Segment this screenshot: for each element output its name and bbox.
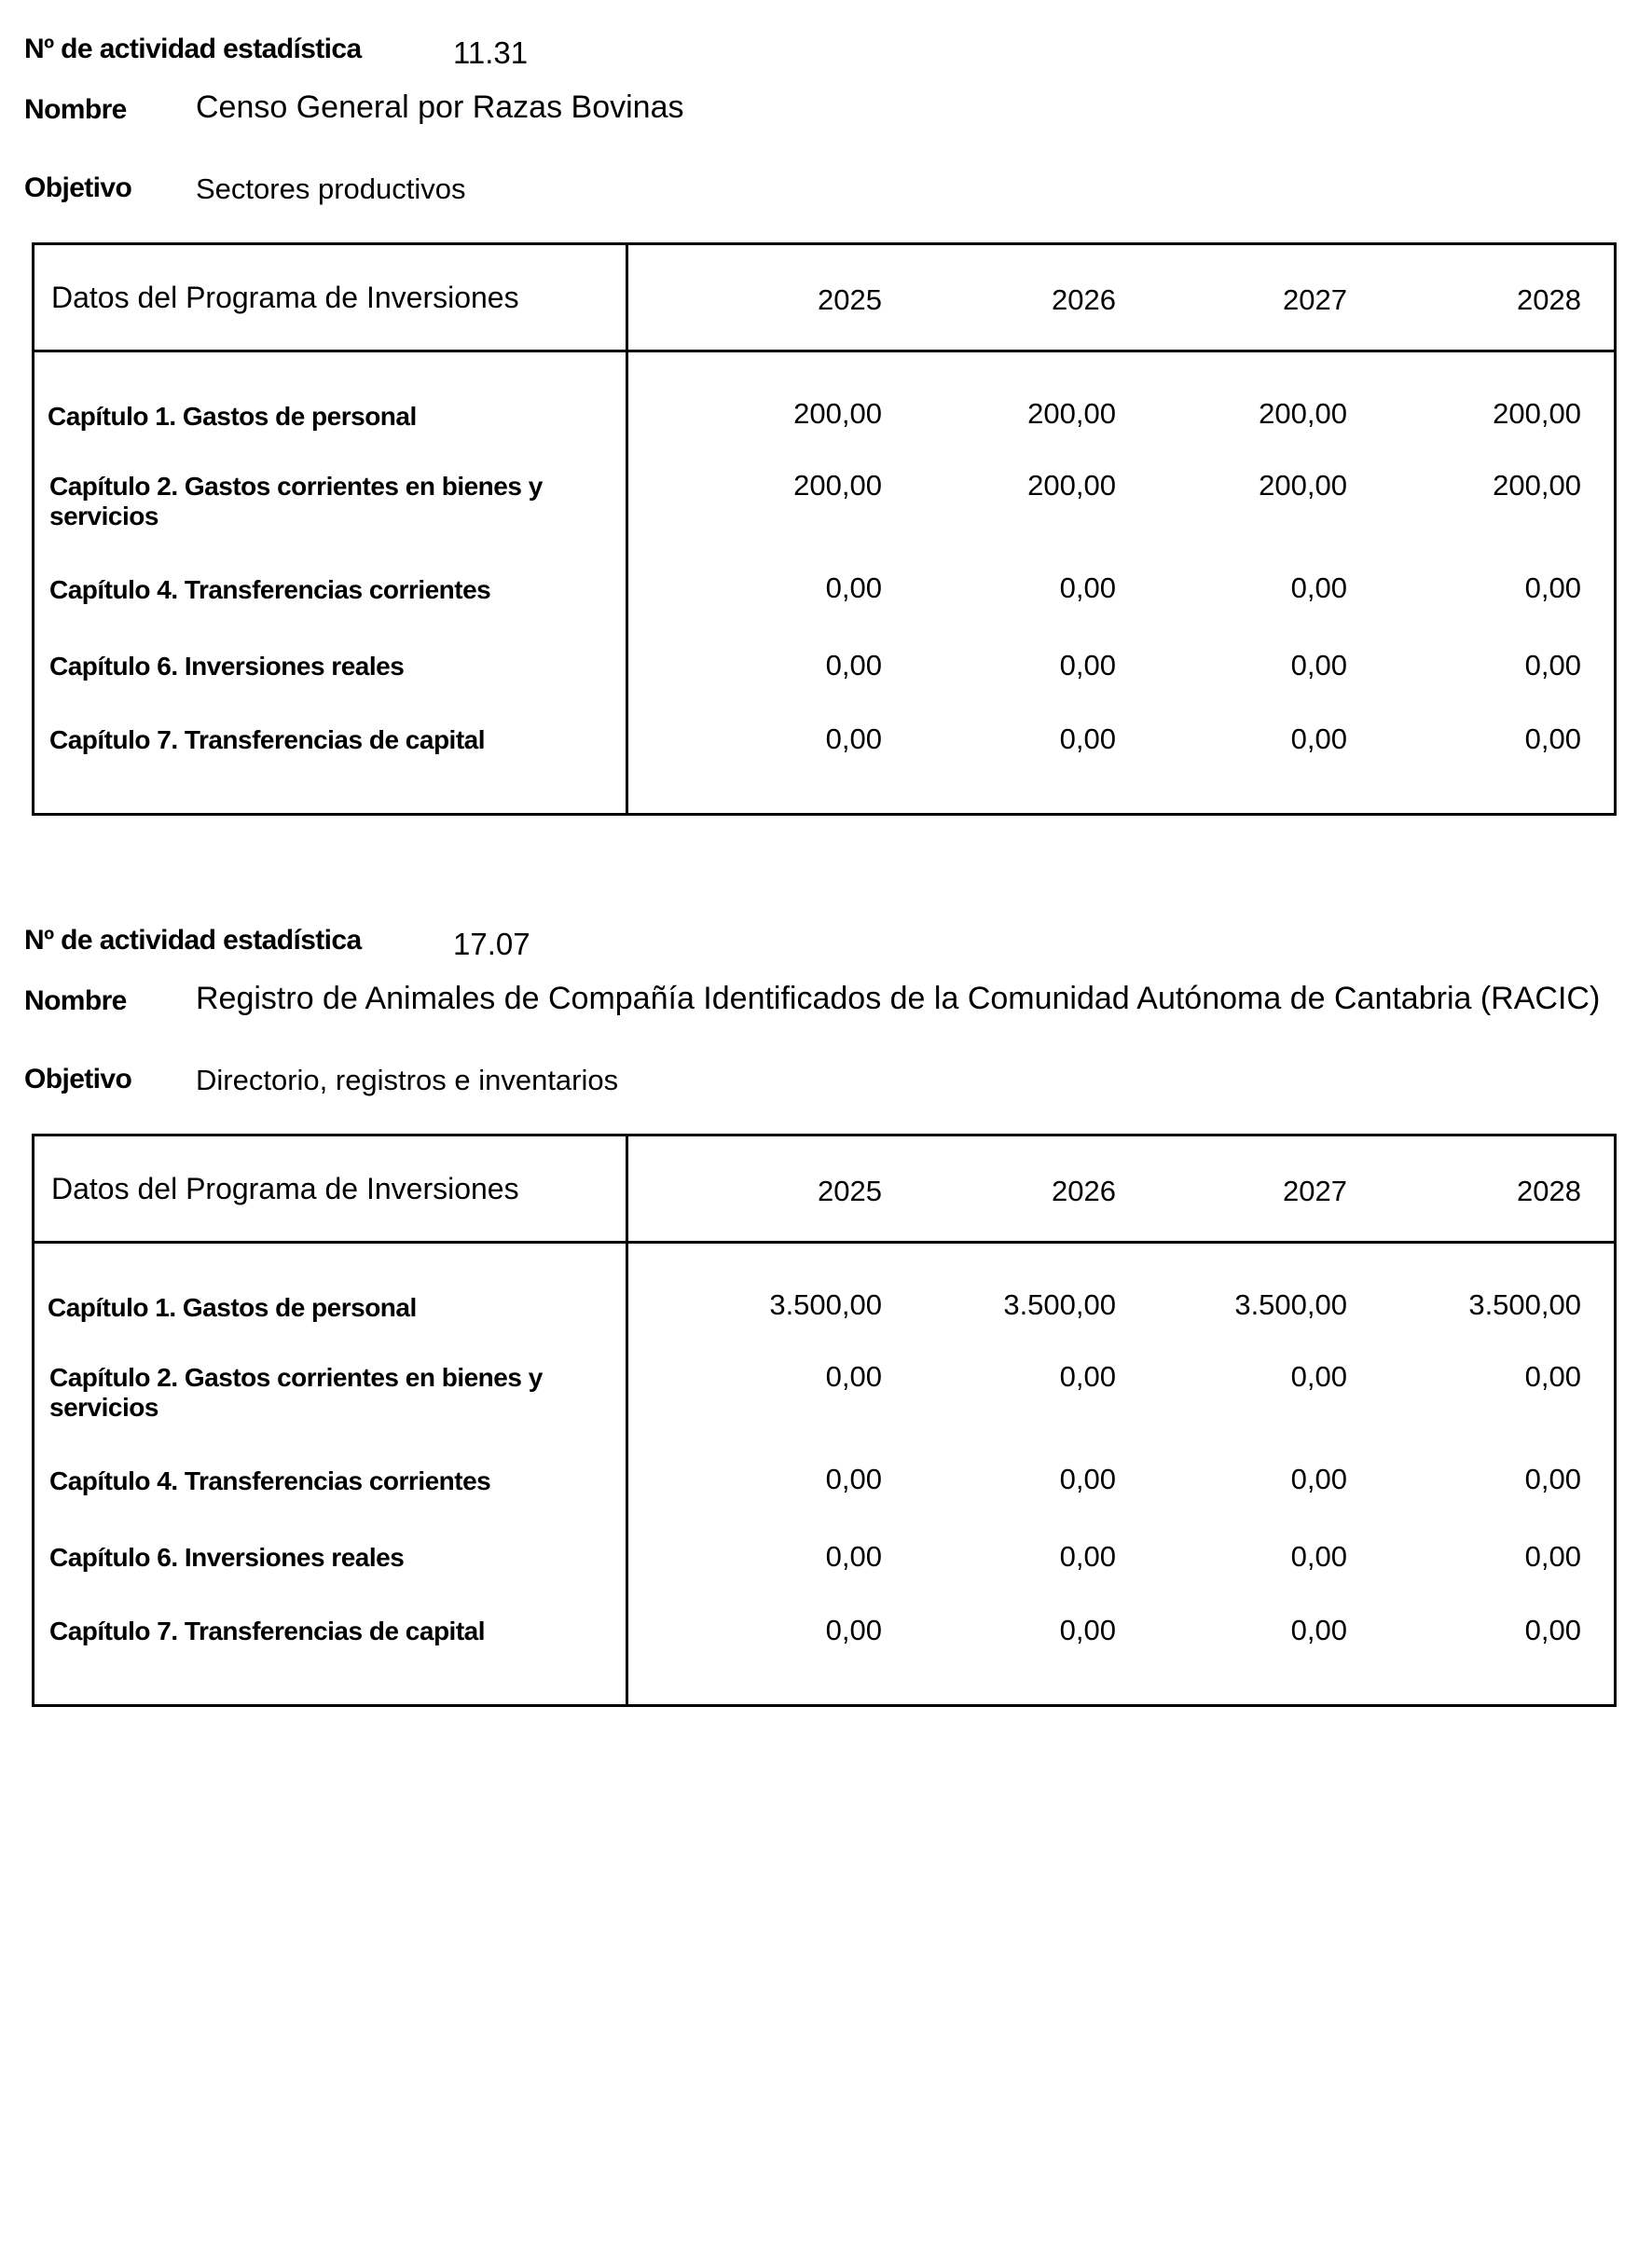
amount-cell: 3.500,00 bbox=[1003, 1288, 1116, 1321]
amount-cell: 200,00 bbox=[793, 469, 882, 502]
chapter-label: Capítulo 2. Gastos corrientes en bienes y servicios bbox=[49, 472, 543, 530]
year-header: 2025 bbox=[818, 1175, 882, 1207]
objective-label: Objetivo bbox=[24, 1064, 132, 1094]
table-divider bbox=[626, 1136, 628, 1704]
activity-name: Registro de Animales de Compañía Identificados de la Comunidad Autónoma de Cantabria (RACIC) bbox=[196, 981, 1601, 1016]
amount-cell: 200,00 bbox=[1027, 397, 1116, 430]
amount-cell: 0,00 bbox=[1524, 1614, 1581, 1646]
amount-cell: 0,00 bbox=[1290, 571, 1347, 604]
chapter-label: Capítulo 4. Transferencias corrientes bbox=[49, 1466, 491, 1495]
amount-cell: 0,00 bbox=[1524, 1540, 1581, 1573]
amount-cell: 0,00 bbox=[1059, 649, 1116, 681]
amount-cell: 200,00 bbox=[1259, 469, 1347, 502]
amount-cell: 200,00 bbox=[793, 397, 882, 430]
activity-section bbox=[0, 0, 1652, 839]
amount-cell: 3.500,00 bbox=[769, 1288, 882, 1321]
amount-cell: 0,00 bbox=[1524, 1360, 1581, 1393]
year-header: 2025 bbox=[818, 283, 882, 316]
amount-cell: 0,00 bbox=[825, 649, 882, 681]
amount-cell: 200,00 bbox=[1259, 397, 1347, 430]
chapter-label: Capítulo 4. Transferencias corrientes bbox=[49, 575, 491, 604]
name-label: Nombre bbox=[24, 985, 127, 1016]
amount-cell: 0,00 bbox=[825, 1540, 882, 1573]
chapter-label: Capítulo 7. Transferencias de capital bbox=[49, 1617, 486, 1645]
table-divider bbox=[626, 245, 628, 813]
amount-cell: 200,00 bbox=[1493, 469, 1581, 502]
amount-cell: 3.500,00 bbox=[1468, 1288, 1581, 1321]
amount-cell: 0,00 bbox=[825, 723, 882, 755]
table-header-label: Datos del Programa de Inversiones bbox=[51, 281, 519, 314]
activity-number: 17.07 bbox=[453, 927, 530, 961]
activity-objective: Sectores productivos bbox=[196, 172, 466, 205]
activity-objective: Directorio, registros e inventarios bbox=[196, 1064, 619, 1096]
investment-table bbox=[32, 242, 1617, 816]
amount-cell: 0,00 bbox=[825, 1360, 882, 1393]
amount-cell: 0,00 bbox=[1524, 571, 1581, 604]
name-label: Nombre bbox=[24, 94, 127, 125]
amount-cell: 0,00 bbox=[825, 1614, 882, 1646]
table-divider bbox=[34, 1241, 1614, 1244]
amount-cell: 0,00 bbox=[1290, 723, 1347, 755]
amount-cell: 0,00 bbox=[1059, 1463, 1116, 1495]
amount-cell: 0,00 bbox=[1290, 1614, 1347, 1646]
objective-label: Objetivo bbox=[24, 172, 132, 203]
activity-section bbox=[0, 891, 1652, 1730]
chapter-label: Capítulo 2. Gastos corrientes en bienes y servicios bbox=[49, 1363, 543, 1422]
amount-cell: 0,00 bbox=[1059, 1540, 1116, 1573]
activity-number-label: Nº de actividad estadística bbox=[24, 34, 362, 64]
year-header: 2026 bbox=[1052, 1175, 1116, 1207]
year-header: 2026 bbox=[1052, 283, 1116, 316]
amount-cell: 0,00 bbox=[1290, 1540, 1347, 1573]
chapter-label: Capítulo 6. Inversiones reales bbox=[49, 1543, 405, 1572]
activity-number-label: Nº de actividad estadística bbox=[24, 925, 362, 956]
amount-cell: 0,00 bbox=[1524, 1463, 1581, 1495]
amount-cell: 0,00 bbox=[825, 1463, 882, 1495]
chapter-label: Capítulo 6. Inversiones reales bbox=[49, 652, 405, 681]
amount-cell: 3.500,00 bbox=[1234, 1288, 1347, 1321]
year-header: 2027 bbox=[1283, 283, 1347, 316]
chapter-label: Capítulo 1. Gastos de personal bbox=[48, 402, 417, 431]
year-header: 2028 bbox=[1517, 283, 1581, 316]
table-divider bbox=[34, 350, 1614, 352]
chapter-label: Capítulo 7. Transferencias de capital bbox=[49, 725, 486, 754]
amount-cell: 200,00 bbox=[1493, 397, 1581, 430]
year-header: 2027 bbox=[1283, 1175, 1347, 1207]
activity-name: Censo General por Razas Bovinas bbox=[196, 89, 684, 125]
amount-cell: 0,00 bbox=[1059, 1360, 1116, 1393]
amount-cell: 0,00 bbox=[1524, 649, 1581, 681]
chapter-label: Capítulo 1. Gastos de personal bbox=[48, 1293, 417, 1322]
investment-table bbox=[32, 1134, 1617, 1707]
amount-cell: 0,00 bbox=[1290, 1360, 1347, 1393]
activity-number: 11.31 bbox=[453, 35, 529, 70]
amount-cell: 0,00 bbox=[1290, 649, 1347, 681]
amount-cell: 0,00 bbox=[1059, 1614, 1116, 1646]
amount-cell: 0,00 bbox=[1059, 723, 1116, 755]
amount-cell: 0,00 bbox=[1290, 1463, 1347, 1495]
table-header-label: Datos del Programa de Inversiones bbox=[51, 1172, 519, 1205]
amount-cell: 0,00 bbox=[1059, 571, 1116, 604]
amount-cell: 0,00 bbox=[1524, 723, 1581, 755]
amount-cell: 0,00 bbox=[825, 571, 882, 604]
amount-cell: 200,00 bbox=[1027, 469, 1116, 502]
year-header: 2028 bbox=[1517, 1175, 1581, 1207]
